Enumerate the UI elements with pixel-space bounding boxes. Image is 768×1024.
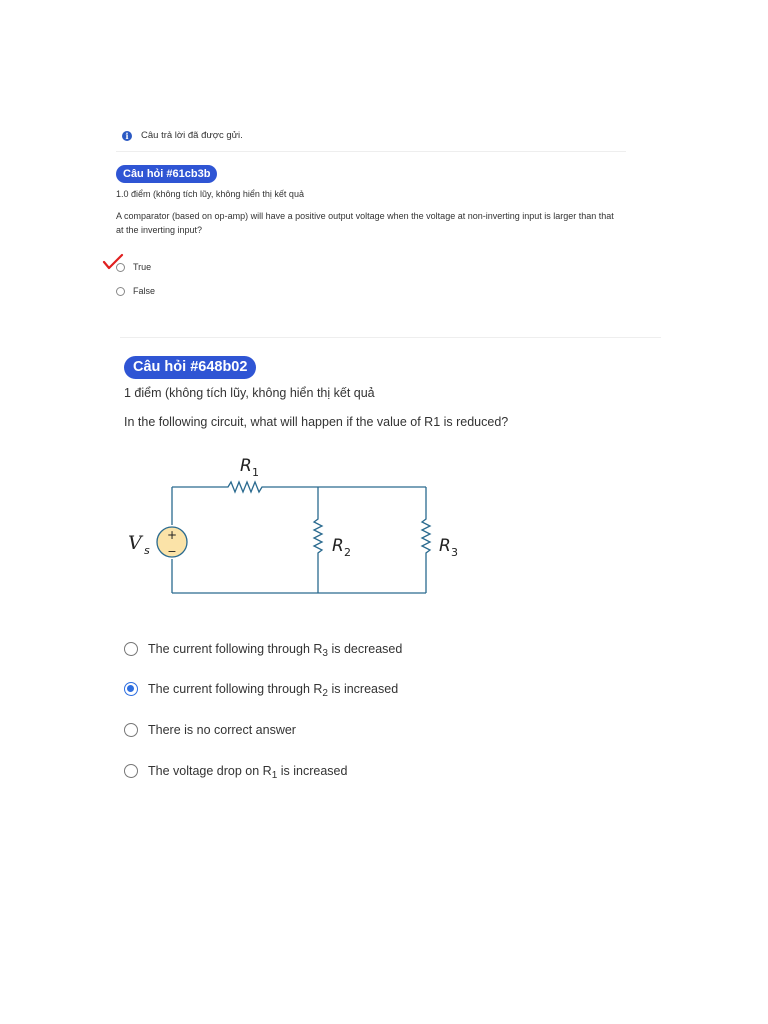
info-icon: i xyxy=(122,131,132,141)
r3-label: R xyxy=(439,536,451,556)
r1-label-sub: 1 xyxy=(252,466,259,479)
divider xyxy=(116,151,626,152)
r3-label-sub: 3 xyxy=(451,546,458,559)
question-2-text: In the following circuit, what will happen if the value of R1 is reduced? xyxy=(124,415,509,429)
option-label: There is no correct answer xyxy=(148,723,296,737)
r2-label: R xyxy=(332,536,344,556)
radio-button[interactable] xyxy=(124,642,138,656)
submitted-notice-text: Câu trả lời đã được gửi. xyxy=(141,130,243,141)
question-2-option-3[interactable] xyxy=(124,723,296,737)
option-label: The current following through $R_2$ is increased xyxy=(148,682,399,699)
option-label: True xyxy=(133,262,152,272)
question-1-option-false[interactable] xyxy=(116,286,155,296)
question-2-option-4[interactable] xyxy=(124,764,348,781)
question-1-option-true[interactable] xyxy=(116,262,151,272)
source-plus: + xyxy=(166,528,178,542)
option-label: False xyxy=(133,286,156,296)
question-2-option-2[interactable] xyxy=(124,682,399,699)
radio-button[interactable] xyxy=(124,723,138,737)
option-label: The current following through $R_3$ is decreased xyxy=(148,642,403,659)
radio-button[interactable] xyxy=(124,764,138,778)
r2-label-sub: 2 xyxy=(344,546,351,559)
radio-button[interactable] xyxy=(116,287,125,296)
question-1-badge: Câu hỏi #61cb3b xyxy=(116,165,217,183)
question-2-points: 1 điểm (không tích lũy, không hiển thị kết quả xyxy=(124,386,375,400)
submitted-notice xyxy=(122,130,243,141)
question-1-points: 1.0 điểm (không tích lũy, không hiển thị kết quả xyxy=(116,189,304,199)
question-2-option-1[interactable] xyxy=(124,642,403,659)
radio-button[interactable] xyxy=(116,263,125,272)
question-1-text: A comparator (based on op-amp) will have a positive output voltage when the voltage at non-inverting input is larger than that at the inverting input? xyxy=(116,211,614,235)
source-minus: − xyxy=(167,545,177,558)
circuit-diagram xyxy=(100,445,480,605)
option-label: The voltage drop on $R_1$ is increased xyxy=(148,764,348,781)
source-label: V xyxy=(128,532,142,554)
source-label-sub: s xyxy=(144,544,150,557)
radio-button-selected[interactable] xyxy=(124,682,138,696)
r1-label: R xyxy=(240,456,252,476)
question-2-badge: Câu hỏi #648b02 xyxy=(124,356,256,379)
divider xyxy=(120,337,661,338)
